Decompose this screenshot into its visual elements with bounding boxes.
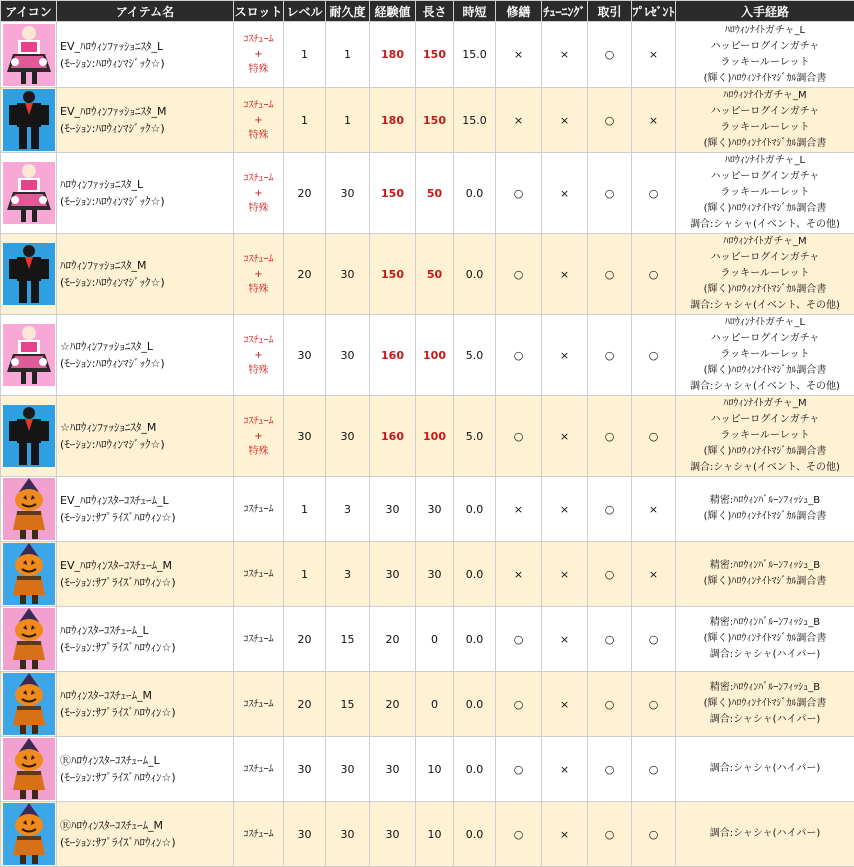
header-route: 入手経路 bbox=[676, 1, 854, 22]
header-present: ﾌﾟﾚｾﾞﾝﾄ bbox=[632, 1, 676, 22]
length-cell: 10 bbox=[416, 737, 454, 802]
route-line: ハッピーログインガチャ bbox=[676, 412, 854, 428]
route-cell bbox=[676, 737, 854, 802]
slot-special-label: 特殊 bbox=[234, 128, 283, 143]
trade-cell: ○ bbox=[588, 607, 632, 672]
exp-cell: 30 bbox=[370, 542, 416, 607]
route-line: 精密:ﾊﾛｳｨﾝﾊﾞﾙｰﾝﾌｨｯｼｭ_B bbox=[676, 493, 854, 509]
route-line: 調合:シャシャ(イベント、その他) bbox=[676, 379, 854, 395]
durability-cell: 30 bbox=[326, 737, 370, 802]
route-line: ﾊﾛｳｨﾝﾅｲﾄガチャ_L bbox=[676, 23, 854, 39]
route-line: (輝く)ﾊﾛｳｨﾝﾅｲﾄﾏｼﾞｶﾙ調合書 bbox=[676, 201, 854, 217]
slot-label: ｺｽﾁｭｰﾑ bbox=[234, 32, 283, 47]
slot-plus: + bbox=[234, 47, 283, 62]
trade-cell: ○ bbox=[588, 542, 632, 607]
route-line: ﾊﾛｳｨﾝﾅｲﾄガチャ_L bbox=[676, 315, 854, 331]
slot-plus: + bbox=[234, 429, 283, 444]
route-line: (輝く)ﾊﾛｳｨﾝﾅｲﾄﾏｼﾞｶﾙ調合書 bbox=[676, 574, 854, 590]
level-cell: 1 bbox=[284, 477, 326, 542]
route-cell bbox=[676, 153, 854, 234]
pumpkin-blue-icon bbox=[2, 672, 56, 736]
item-name-cell bbox=[57, 477, 234, 542]
route-line: 調合:シャシャ(ハイパー) bbox=[676, 647, 854, 663]
pumpkin-pink-icon bbox=[2, 477, 56, 541]
item-motion: (ﾓｰｼｮﾝ:ﾊﾛｳｨﾝﾏｼﾞｯｸ☆) bbox=[60, 193, 233, 210]
pink-dress-icon bbox=[2, 161, 56, 225]
slot-cell bbox=[234, 672, 284, 737]
route-line: 調合:シャシャ(イベント、その他) bbox=[676, 217, 854, 233]
table-row bbox=[1, 315, 854, 396]
slot-cell bbox=[234, 542, 284, 607]
item-name-cell bbox=[57, 315, 234, 396]
table-row bbox=[1, 802, 854, 867]
route-line: ラッキールーレット bbox=[676, 120, 854, 136]
item-name: EV_ﾊﾛｳｨﾝｽﾀｰｺｽﾁｭｰﾑ_L bbox=[60, 492, 233, 509]
time-short-cell: 15.0 bbox=[454, 88, 496, 153]
item-name-cell bbox=[57, 88, 234, 153]
route-line: ハッピーログインガチャ bbox=[676, 39, 854, 55]
route-line: ハッピーログインガチャ bbox=[676, 331, 854, 347]
route-cell bbox=[676, 542, 854, 607]
slot-special-label: 特殊 bbox=[234, 363, 283, 378]
trade-cell: ○ bbox=[588, 737, 632, 802]
item-name-cell bbox=[57, 737, 234, 802]
repair-cell: ○ bbox=[496, 315, 542, 396]
present-cell: ○ bbox=[632, 396, 676, 477]
present-cell: ○ bbox=[632, 737, 676, 802]
slot-cell bbox=[234, 607, 284, 672]
slot-cell bbox=[234, 315, 284, 396]
table-row bbox=[1, 737, 854, 802]
item-motion: (ﾓｰｼｮﾝ:ﾊﾛｳｨﾝﾏｼﾞｯｸ☆) bbox=[60, 274, 233, 291]
route-line: 調合:シャシャ(イベント、その他) bbox=[676, 460, 854, 476]
table-row bbox=[1, 22, 854, 88]
item-name: ﾊﾛｳｨﾝﾌｧｯｼｮﾆｽﾀ_M bbox=[60, 257, 233, 274]
tuning-cell: × bbox=[542, 477, 588, 542]
exp-cell: 30 bbox=[370, 477, 416, 542]
level-cell: 30 bbox=[284, 802, 326, 867]
durability-cell: 15 bbox=[326, 672, 370, 737]
time-short-cell: 0.0 bbox=[454, 153, 496, 234]
route-line: (輝く)ﾊﾛｳｨﾝﾅｲﾄﾏｼﾞｶﾙ調合書 bbox=[676, 696, 854, 712]
pink-dress-icon bbox=[2, 23, 56, 87]
pink-dress-icon bbox=[2, 323, 56, 387]
repair-cell: × bbox=[496, 542, 542, 607]
icon-cell bbox=[1, 22, 57, 88]
table-row bbox=[1, 88, 854, 153]
header-row bbox=[1, 1, 854, 22]
route-line: (輝く)ﾊﾛｳｨﾝﾅｲﾄﾏｼﾞｶﾙ調合書 bbox=[676, 363, 854, 379]
exp-cell: 180 bbox=[370, 22, 416, 88]
route-line: (輝く)ﾊﾛｳｨﾝﾅｲﾄﾏｼﾞｶﾙ調合書 bbox=[676, 631, 854, 647]
level-cell: 20 bbox=[284, 672, 326, 737]
route-cell bbox=[676, 802, 854, 867]
header-time-short: 時短 bbox=[454, 1, 496, 22]
route-cell bbox=[676, 396, 854, 477]
item-motion: (ﾓｰｼｮﾝ:ﾊﾛｳｨﾝﾏｼﾞｯｸ☆) bbox=[60, 436, 233, 453]
repair-cell: × bbox=[496, 22, 542, 88]
route-line: ﾊﾛｳｨﾝﾅｲﾄガチャ_M bbox=[676, 88, 854, 104]
icon-cell bbox=[1, 672, 57, 737]
length-cell: 0 bbox=[416, 607, 454, 672]
time-short-cell: 0.0 bbox=[454, 802, 496, 867]
item-name: ﾊﾛｳｨﾝｽﾀｰｺｽﾁｭｰﾑ_M bbox=[60, 687, 233, 704]
icon-cell bbox=[1, 802, 57, 867]
repair-cell: ○ bbox=[496, 234, 542, 315]
route-line: (輝く)ﾊﾛｳｨﾝﾅｲﾄﾏｼﾞｶﾙ調合書 bbox=[676, 136, 854, 152]
slot-label: ｺｽﾁｭｰﾑ bbox=[234, 827, 283, 842]
item-name: Ⓡﾊﾛｳｨﾝｽﾀｰｺｽﾁｭｰﾑ_L bbox=[60, 752, 233, 769]
level-cell: 30 bbox=[284, 315, 326, 396]
trade-cell: ○ bbox=[588, 22, 632, 88]
item-motion: (ﾓｰｼｮﾝ:ｻﾌﾟﾗｲｽﾞﾊﾛｳｨﾝ☆) bbox=[60, 769, 233, 786]
slot-plus: + bbox=[234, 186, 283, 201]
header-icon: アイコン bbox=[1, 1, 57, 22]
time-short-cell: 15.0 bbox=[454, 22, 496, 88]
item-motion: (ﾓｰｼｮﾝ:ｻﾌﾟﾗｲｽﾞﾊﾛｳｨﾝ☆) bbox=[60, 834, 233, 851]
slot-special-label: 特殊 bbox=[234, 444, 283, 459]
time-short-cell: 0.0 bbox=[454, 607, 496, 672]
item-name-cell bbox=[57, 22, 234, 88]
route-line: ラッキールーレット bbox=[676, 266, 854, 282]
trade-cell: ○ bbox=[588, 802, 632, 867]
item-motion: (ﾓｰｼｮﾝ:ﾊﾛｳｨﾝﾏｼﾞｯｸ☆) bbox=[60, 355, 233, 372]
table-row bbox=[1, 234, 854, 315]
blue-suit-icon bbox=[2, 242, 56, 306]
route-line: (輝く)ﾊﾛｳｨﾝﾅｲﾄﾏｼﾞｶﾙ調合書 bbox=[676, 509, 854, 525]
level-cell: 20 bbox=[284, 234, 326, 315]
icon-cell bbox=[1, 315, 57, 396]
slot-special-label: 特殊 bbox=[234, 282, 283, 297]
present-cell: × bbox=[632, 542, 676, 607]
item-motion: (ﾓｰｼｮﾝ:ｻﾌﾟﾗｲｽﾞﾊﾛｳｨﾝ☆) bbox=[60, 574, 233, 591]
tuning-cell: × bbox=[542, 396, 588, 477]
tuning-cell: × bbox=[542, 737, 588, 802]
slot-label: ｺｽﾁｭｰﾑ bbox=[234, 567, 283, 582]
slot-label: ｺｽﾁｭｰﾑ bbox=[234, 333, 283, 348]
icon-cell bbox=[1, 153, 57, 234]
repair-cell: ○ bbox=[496, 672, 542, 737]
item-name-cell bbox=[57, 153, 234, 234]
repair-cell: × bbox=[496, 477, 542, 542]
route-line: 調合:シャシャ(イベント、その他) bbox=[676, 298, 854, 314]
length-cell: 30 bbox=[416, 542, 454, 607]
route-cell bbox=[676, 88, 854, 153]
trade-cell: ○ bbox=[588, 477, 632, 542]
length-cell: 150 bbox=[416, 88, 454, 153]
pumpkin-pink-icon bbox=[2, 737, 56, 801]
icon-cell bbox=[1, 477, 57, 542]
durability-cell: 1 bbox=[326, 88, 370, 153]
exp-cell: 150 bbox=[370, 234, 416, 315]
trade-cell: ○ bbox=[588, 153, 632, 234]
trade-cell: ○ bbox=[588, 234, 632, 315]
icon-cell bbox=[1, 88, 57, 153]
tuning-cell: × bbox=[542, 607, 588, 672]
route-line: (輝く)ﾊﾛｳｨﾝﾅｲﾄﾏｼﾞｶﾙ調合書 bbox=[676, 282, 854, 298]
present-cell: ○ bbox=[632, 607, 676, 672]
item-name: ﾊﾛｳｨﾝｽﾀｰｺｽﾁｭｰﾑ_L bbox=[60, 622, 233, 639]
slot-special-label: 特殊 bbox=[234, 201, 283, 216]
time-short-cell: 0.0 bbox=[454, 737, 496, 802]
route-line: ラッキールーレット bbox=[676, 347, 854, 363]
exp-cell: 20 bbox=[370, 607, 416, 672]
icon-cell bbox=[1, 234, 57, 315]
repair-cell: × bbox=[496, 88, 542, 153]
durability-cell: 30 bbox=[326, 234, 370, 315]
present-cell: × bbox=[632, 22, 676, 88]
present-cell: × bbox=[632, 88, 676, 153]
route-line: ラッキールーレット bbox=[676, 428, 854, 444]
tuning-cell: × bbox=[542, 22, 588, 88]
slot-label: ｺｽﾁｭｰﾑ bbox=[234, 762, 283, 777]
durability-cell: 30 bbox=[326, 802, 370, 867]
tuning-cell: × bbox=[542, 234, 588, 315]
table-row bbox=[1, 153, 854, 234]
time-short-cell: 0.0 bbox=[454, 542, 496, 607]
header-trade: 取引 bbox=[588, 1, 632, 22]
slot-cell bbox=[234, 153, 284, 234]
exp-cell: 30 bbox=[370, 737, 416, 802]
slot-label: ｺｽﾁｭｰﾑ bbox=[234, 414, 283, 429]
slot-cell bbox=[234, 88, 284, 153]
route-line: (輝く)ﾊﾛｳｨﾝﾅｲﾄﾏｼﾞｶﾙ調合書 bbox=[676, 444, 854, 460]
trade-cell: ○ bbox=[588, 396, 632, 477]
trade-cell: ○ bbox=[588, 88, 632, 153]
slot-cell bbox=[234, 737, 284, 802]
durability-cell: 30 bbox=[326, 315, 370, 396]
durability-cell: 30 bbox=[326, 396, 370, 477]
icon-cell bbox=[1, 542, 57, 607]
durability-cell: 15 bbox=[326, 607, 370, 672]
time-short-cell: 5.0 bbox=[454, 396, 496, 477]
slot-label: ｺｽﾁｭｰﾑ bbox=[234, 697, 283, 712]
length-cell: 100 bbox=[416, 396, 454, 477]
route-cell bbox=[676, 607, 854, 672]
level-cell: 30 bbox=[284, 396, 326, 477]
icon-cell bbox=[1, 737, 57, 802]
route-line: ハッピーログインガチャ bbox=[676, 104, 854, 120]
route-line: 精密:ﾊﾛｳｨﾝﾊﾞﾙｰﾝﾌｨｯｼｭ_B bbox=[676, 558, 854, 574]
item-name: ☆ﾊﾛｳｨﾝﾌｧｯｼｮﾆｽﾀ_L bbox=[60, 338, 233, 355]
header-length: 長さ bbox=[416, 1, 454, 22]
header-repair: 修繕 bbox=[496, 1, 542, 22]
table-row bbox=[1, 607, 854, 672]
header-item-name: アイテム名 bbox=[57, 1, 234, 22]
icon-cell bbox=[1, 396, 57, 477]
header-durability: 耐久度 bbox=[326, 1, 370, 22]
durability-cell: 1 bbox=[326, 22, 370, 88]
route-line: ハッピーログインガチャ bbox=[676, 169, 854, 185]
slot-plus: + bbox=[234, 113, 283, 128]
table-row bbox=[1, 542, 854, 607]
slot-cell bbox=[234, 477, 284, 542]
exp-cell: 150 bbox=[370, 153, 416, 234]
exp-cell: 160 bbox=[370, 315, 416, 396]
length-cell: 150 bbox=[416, 22, 454, 88]
present-cell: ○ bbox=[632, 153, 676, 234]
route-cell bbox=[676, 234, 854, 315]
slot-cell bbox=[234, 22, 284, 88]
durability-cell: 30 bbox=[326, 153, 370, 234]
item-name-cell bbox=[57, 672, 234, 737]
tuning-cell: × bbox=[542, 542, 588, 607]
route-line: ﾊﾛｳｨﾝﾅｲﾄガチャ_L bbox=[676, 153, 854, 169]
pumpkin-blue-icon bbox=[2, 802, 56, 866]
item-name: ﾊﾛｳｨﾝﾌｧｯｼｮﾆｽﾀ_L bbox=[60, 176, 233, 193]
length-cell: 50 bbox=[416, 153, 454, 234]
repair-cell: ○ bbox=[496, 396, 542, 477]
item-name-cell bbox=[57, 234, 234, 315]
exp-cell: 30 bbox=[370, 802, 416, 867]
slot-label: ｺｽﾁｭｰﾑ bbox=[234, 98, 283, 113]
level-cell: 20 bbox=[284, 153, 326, 234]
time-short-cell: 0.0 bbox=[454, 477, 496, 542]
level-cell: 30 bbox=[284, 737, 326, 802]
route-line: ラッキールーレット bbox=[676, 185, 854, 201]
repair-cell: ○ bbox=[496, 802, 542, 867]
slot-cell bbox=[234, 802, 284, 867]
item-motion: (ﾓｰｼｮﾝ:ｻﾌﾟﾗｲｽﾞﾊﾛｳｨﾝ☆) bbox=[60, 509, 233, 526]
route-line: ﾊﾛｳｨﾝﾅｲﾄガチャ_M bbox=[676, 234, 854, 250]
route-line: (輝く)ﾊﾛｳｨﾝﾅｲﾄﾏｼﾞｶﾙ調合書 bbox=[676, 71, 854, 87]
length-cell: 50 bbox=[416, 234, 454, 315]
item-name-cell bbox=[57, 607, 234, 672]
route-cell bbox=[676, 315, 854, 396]
item-motion: (ﾓｰｼｮﾝ:ﾊﾛｳｨﾝﾏｼﾞｯｸ☆) bbox=[60, 120, 233, 137]
level-cell: 20 bbox=[284, 607, 326, 672]
route-line: 調合:シャシャ(ハイパー) bbox=[676, 712, 854, 728]
repair-cell: ○ bbox=[496, 153, 542, 234]
table-row bbox=[1, 672, 854, 737]
item-motion: (ﾓｰｼｮﾝ:ﾊﾛｳｨﾝﾏｼﾞｯｸ☆) bbox=[60, 55, 233, 72]
item-name-cell bbox=[57, 542, 234, 607]
tuning-cell: × bbox=[542, 153, 588, 234]
route-line: ラッキールーレット bbox=[676, 55, 854, 71]
slot-label: ｺｽﾁｭｰﾑ bbox=[234, 502, 283, 517]
slot-label: ｺｽﾁｭｰﾑ bbox=[234, 632, 283, 647]
item-name-cell bbox=[57, 396, 234, 477]
length-cell: 100 bbox=[416, 315, 454, 396]
pumpkin-blue-icon bbox=[2, 542, 56, 606]
item-motion: (ﾓｰｼｮﾝ:ｻﾌﾟﾗｲｽﾞﾊﾛｳｨﾝ☆) bbox=[60, 704, 233, 721]
item-name: EV_ﾊﾛｳｨﾝﾌｧｯｼｮﾆｽﾀ_M bbox=[60, 103, 233, 120]
item-name-cell bbox=[57, 802, 234, 867]
header-slot: スロット bbox=[234, 1, 284, 22]
time-short-cell: 0.0 bbox=[454, 234, 496, 315]
item-name: Ⓡﾊﾛｳｨﾝｽﾀｰｺｽﾁｭｰﾑ_M bbox=[60, 817, 233, 834]
table-row bbox=[1, 477, 854, 542]
present-cell: ○ bbox=[632, 234, 676, 315]
slot-plus: + bbox=[234, 267, 283, 282]
tuning-cell: × bbox=[542, 88, 588, 153]
repair-cell: ○ bbox=[496, 607, 542, 672]
slot-cell bbox=[234, 396, 284, 477]
trade-cell: ○ bbox=[588, 315, 632, 396]
route-line: ﾊﾛｳｨﾝﾅｲﾄガチャ_M bbox=[676, 396, 854, 412]
route-line: 精密:ﾊﾛｳｨﾝﾊﾞﾙｰﾝﾌｨｯｼｭ_B bbox=[676, 615, 854, 631]
route-line: 調合:シャシャ(ハイパー) bbox=[676, 761, 854, 777]
icon-cell bbox=[1, 607, 57, 672]
item-name: ☆ﾊﾛｳｨﾝﾌｧｯｼｮﾆｽﾀ_M bbox=[60, 419, 233, 436]
exp-cell: 20 bbox=[370, 672, 416, 737]
route-cell bbox=[676, 477, 854, 542]
route-line: 調合:シャシャ(ハイパー) bbox=[676, 826, 854, 842]
route-cell bbox=[676, 672, 854, 737]
tuning-cell: × bbox=[542, 315, 588, 396]
header-tuning: ﾁｭｰﾆﾝｸﾞ bbox=[542, 1, 588, 22]
slot-label: ｺｽﾁｭｰﾑ bbox=[234, 171, 283, 186]
present-cell: × bbox=[632, 477, 676, 542]
header-exp: 経験値 bbox=[370, 1, 416, 22]
slot-label: ｺｽﾁｭｰﾑ bbox=[234, 252, 283, 267]
route-cell bbox=[676, 22, 854, 88]
slot-special-label: 特殊 bbox=[234, 62, 283, 77]
length-cell: 10 bbox=[416, 802, 454, 867]
durability-cell: 3 bbox=[326, 477, 370, 542]
trade-cell: ○ bbox=[588, 672, 632, 737]
present-cell: ○ bbox=[632, 802, 676, 867]
blue-suit-icon bbox=[2, 88, 56, 152]
length-cell: 0 bbox=[416, 672, 454, 737]
slot-cell bbox=[234, 234, 284, 315]
time-short-cell: 0.0 bbox=[454, 672, 496, 737]
blue-suit-icon bbox=[2, 404, 56, 468]
item-name: EV_ﾊﾛｳｨﾝｽﾀｰｺｽﾁｭｰﾑ_M bbox=[60, 557, 233, 574]
exp-cell: 180 bbox=[370, 88, 416, 153]
route-line: 精密:ﾊﾛｳｨﾝﾊﾞﾙｰﾝﾌｨｯｼｭ_B bbox=[676, 680, 854, 696]
level-cell: 1 bbox=[284, 88, 326, 153]
slot-plus: + bbox=[234, 348, 283, 363]
durability-cell: 3 bbox=[326, 542, 370, 607]
present-cell: ○ bbox=[632, 315, 676, 396]
present-cell: ○ bbox=[632, 672, 676, 737]
length-cell: 30 bbox=[416, 477, 454, 542]
exp-cell: 160 bbox=[370, 396, 416, 477]
tuning-cell: × bbox=[542, 802, 588, 867]
tuning-cell: × bbox=[542, 672, 588, 737]
level-cell: 1 bbox=[284, 22, 326, 88]
item-motion: (ﾓｰｼｮﾝ:ｻﾌﾟﾗｲｽﾞﾊﾛｳｨﾝ☆) bbox=[60, 639, 233, 656]
level-cell: 1 bbox=[284, 542, 326, 607]
item-name: EV_ﾊﾛｳｨﾝﾌｧｯｼｮﾆｽﾀ_L bbox=[60, 38, 233, 55]
header-level: レベル bbox=[284, 1, 326, 22]
table-row bbox=[1, 396, 854, 477]
pumpkin-pink-icon bbox=[2, 607, 56, 671]
time-short-cell: 5.0 bbox=[454, 315, 496, 396]
route-line: ハッピーログインガチャ bbox=[676, 250, 854, 266]
repair-cell: ○ bbox=[496, 737, 542, 802]
